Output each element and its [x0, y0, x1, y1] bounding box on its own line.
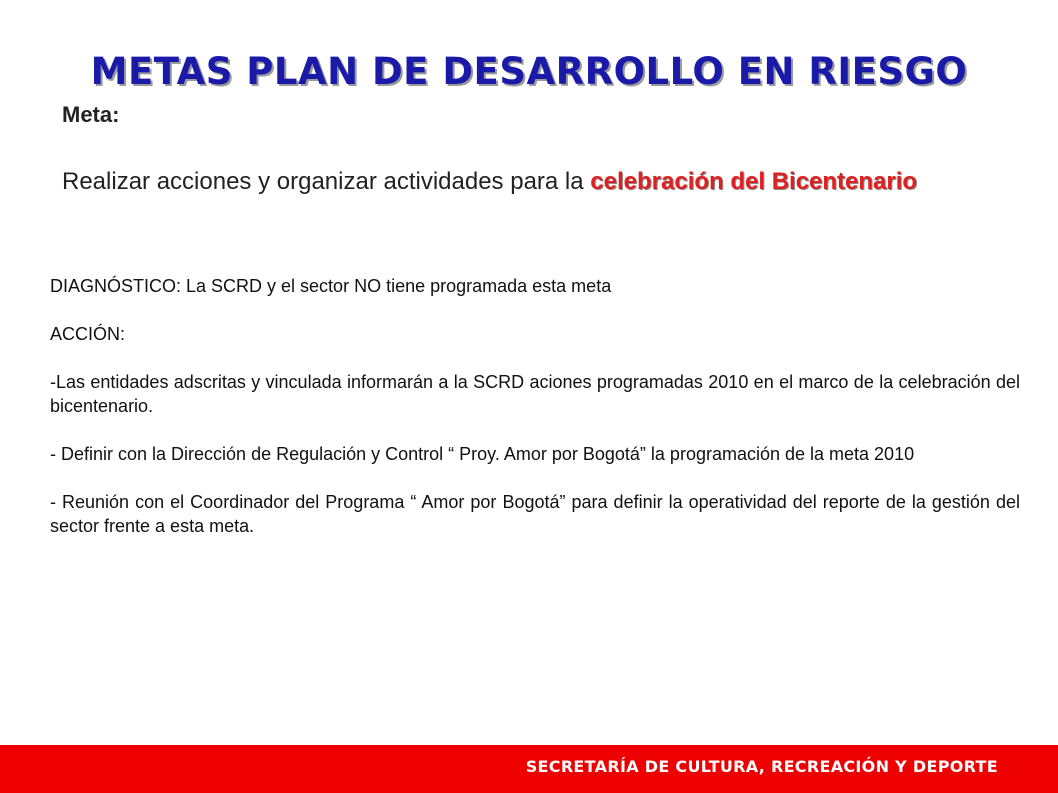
- action-label: ACCIÓN:: [50, 324, 126, 344]
- footer-bar: [0, 745, 1058, 793]
- diagnosis-action-block: [50, 274, 1020, 562]
- meta-description-text: Realizar acciones y organizar actividades para la: [62, 168, 591, 195]
- meta-label: Meta:: [62, 102, 120, 127]
- action-item: - Reunión con el Coordinador del Programa “ Amor por Bogotá” para definir la operatividad del reporte de la gestión del sector frente a esta meta.: [50, 492, 1020, 536]
- footer-organization-name: SECRETARÍA DE CULTURA, RECREACIÓN Y DEPORTE: [525, 757, 998, 776]
- slide-title: METAS PLAN DE DESARROLLO EN RIESGO: [90, 50, 968, 93]
- diagnosis-text: DIAGNÓSTICO: La SCRD y el sector NO tiene programada esta meta: [50, 276, 612, 296]
- action-item: - Definir con la Dirección de Regulación y Control “ Proy. Amor por Bogotá” la programación de la meta 2010: [50, 444, 915, 464]
- action-item: -Las entidades adscritas y vinculada informarán a la SCRD aciones programadas 2010 en el marco de la celebración del bicentenario.: [50, 372, 1020, 416]
- meta-highlight: celebración del Bicentenario: [590, 168, 918, 195]
- meta-description: [62, 168, 962, 196]
